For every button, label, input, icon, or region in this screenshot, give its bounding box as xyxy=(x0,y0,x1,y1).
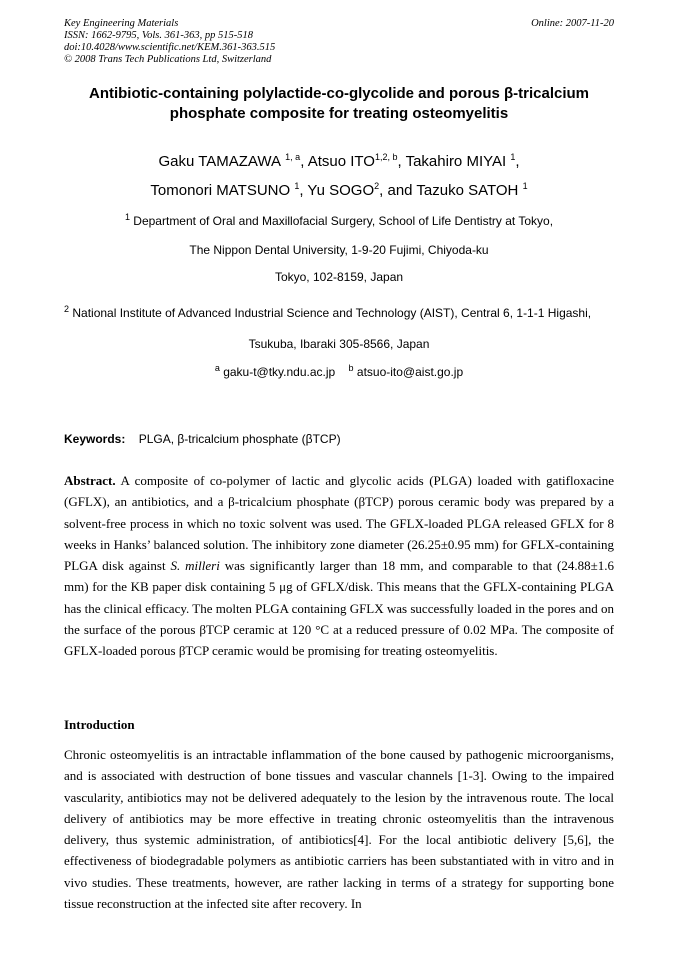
journal-name: Key Engineering Materials xyxy=(64,18,179,29)
author-name: Atsuo ITO xyxy=(307,153,375,170)
doi-line: doi:10.4028/www.scientific.net/KEM.361-363.515 xyxy=(64,42,276,53)
keywords-text: PLGA, β-tricalcium phosphate (βTCP) xyxy=(138,432,341,446)
abstract-paragraph: Abstract. A composite of co-polymer of lactic and glycolic acids (PLGA) loaded with gatifloxacine (GFLX), an antibiotics, and a β-tricalcium phosphate (βTCP) porous ceramic body was prepared by a solvent-free process in which no toxic solvent was used. The GFLX-loaded PLGA released GFLX for 8 weeks in Hanks’ balanced solution. The inhibitory zone diameter (26.25±0.95 mm) for GFLX-containing PLGA disk against S. milleri was significantly larger than 18 mm, and comparable to that (24.88±1.6 mm) for the KB paper disk containing 5 μg of GFLX/disk. This means that the GFLX-containing PLGA has the clinical efficacy. The molten PLGA containing GFLX was successfully loaded in the pores and on the surface of the porous βTCP ceramic at 120 °C at a reduced pressure of 0.02 MPa. The composite of GFLX-loaded porous βTCP ceramic would be promising for treating osteomyelitis. xyxy=(64,473,615,659)
email-line: $^a$ gaku-t@tky.ndu.ac.jp $^b$ atsuo-ito@aist.go.jp xyxy=(214,363,464,379)
affiliation-2-line-2: Tsukuba, Ibaraki 305-8566, Japan xyxy=(248,337,430,351)
affiliation-superscript: 2 xyxy=(64,304,70,314)
author-name: Yu SOGO xyxy=(307,182,375,199)
author-line-2: Tomonori MATSUNO $^1$, Yu SOGO$^2$, and Tazuko SATOH $^1$ xyxy=(150,181,528,199)
journal-header xyxy=(64,18,275,66)
author-name: Takahiro MIYAI xyxy=(405,153,507,170)
author-line-1: Gaku TAMAZAWA $^{1, a}$, Atsuo ITO$^{1,2, b}$, Takahiro MIYAI $^1$, xyxy=(158,152,520,170)
author-name: Tazuko SATOH xyxy=(416,182,519,199)
online-date: Online: 2007-11-20 xyxy=(531,18,614,29)
affiliation-1-line-3: Tokyo, 102-8159, Japan xyxy=(274,270,404,284)
introduction-paragraph: Chronic osteomyelitis is an intractable inflammation of the bone caused by pathogenic microorganisms, and is associated with destruction of bone tissues and vascular channels [1-3]. Owing to the impaired vascularity, antibiotics may not be delivered adequately to the lesion by the intravenous route. The local delivery of antibiotics may be more effective in treating chronic osteomyelitis than the intravenous delivery, thus systemic administration, of antibiotics[4]. For the local antibiotic delivery [5,6], the effectiveness of biodegradable polymers as antibiotic carriers has been substantiated with in vitro and in vivo studies. These treatments, however, are rather lacking in terms of a strategy for supporting bone tissue reconstruction at the infected site after recovery. In xyxy=(64,747,614,912)
title-line-2: phosphate composite for treating osteomyelitis xyxy=(169,105,509,122)
author-name: Tomonori MATSUNO xyxy=(150,182,291,199)
abstract-label: Abstract. xyxy=(64,473,116,488)
issn-line: ISSN: 1662-9795, Vols. 361-363, pp 515-518 xyxy=(64,30,253,41)
affiliation-1-line-1: $^1$ Department of Oral and Maxillofacial Surgery, School of Life Dentistry at Tokyo, xyxy=(124,212,554,228)
keywords-label: Keywords: xyxy=(64,432,126,446)
author-name: Gaku TAMAZAWA xyxy=(158,153,281,170)
copyright-line: © 2008 Trans Tech Publications Ltd, Switzerland xyxy=(64,54,272,65)
introduction-heading: Introduction xyxy=(64,717,135,732)
paper-title xyxy=(40,84,638,124)
email-a: gaku-t@tky.ndu.ac.jp xyxy=(223,365,336,379)
affiliation-2-line-1: $^2$ National Institute of Advanced Industrial Science and Technology (AIST), Central 6, 1-1-1 Higashi, xyxy=(64,304,592,320)
author-superscript: 1,2, b xyxy=(374,152,398,162)
affiliation-1-line-2: The Nippon Dental University, 1-9-20 Fujimi, Chiyoda-ku xyxy=(189,243,489,257)
author-superscript: 1 xyxy=(294,181,300,191)
author-superscript: 1 xyxy=(510,152,516,162)
author-superscript: 1, a xyxy=(285,152,301,162)
author-superscript: 2 xyxy=(374,181,380,191)
email-b: atsuo-ito@aist.go.jp xyxy=(356,365,464,379)
affiliation-superscript: 1 xyxy=(124,212,130,222)
keywords xyxy=(64,432,341,446)
species-name: S. milleri xyxy=(170,558,220,574)
author-superscript: 1 xyxy=(522,181,528,191)
title-line-1: Antibiotic-containing polylactide-co-glycolide and porous β-tricalcium xyxy=(88,85,590,102)
